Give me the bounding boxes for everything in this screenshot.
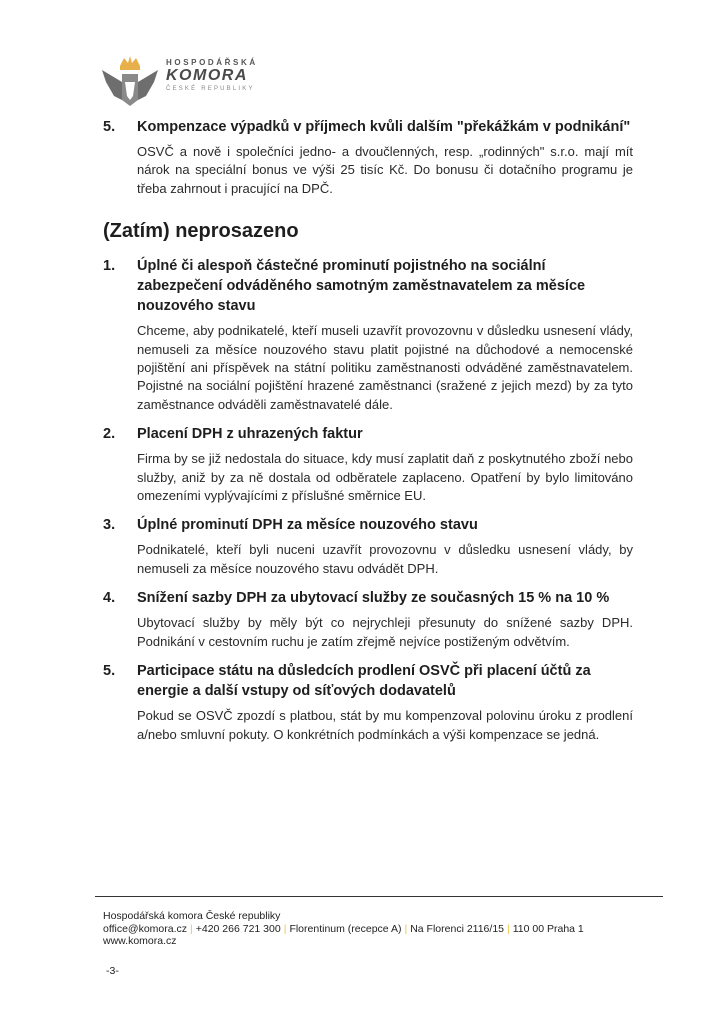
- item-heading: Úplné či alespoň částečné prominutí pojistného na sociální zabezpečení odváděného samotným zaměstnavatelem za měsíce nouzového stavu: [137, 258, 586, 315]
- list-item: [103, 117, 633, 198]
- list-item: [103, 661, 633, 744]
- document-content: [103, 117, 633, 744]
- section-title: (Zatím) neprosazeno: [103, 220, 299, 243]
- item-body: Firma by se již nedostala do situace, kdy musí zaplatit daň z poskytnutého zboží nebo služby, aniž by za ně dostala od odběratele zaplaceno. Opatření by bylo limitováno omezeními vyplývajícími z příslušné směrnice EU.: [137, 451, 633, 504]
- footer-contact-line: [103, 923, 584, 936]
- chamber-logo: [100, 52, 290, 110]
- footer-email-link[interactable]: office@komora.cz: [103, 922, 187, 935]
- item-number: 4.: [103, 590, 116, 607]
- logo-text-line3: ČESKÉ REPUBLIKY: [166, 86, 255, 92]
- item-heading: Úplné prominutí DPH za měsíce nouzového stavu: [137, 517, 478, 534]
- list-item: [103, 588, 633, 651]
- item-heading: Snížení sazby DPH za ubytovací služby ze současných 15 % na 10 %: [137, 590, 610, 607]
- item-body: Ubytovací služby by měly být co nejrychleji přesunuty do snížené sazby DPH. Podnikání v cestovním ruchu je zatím zřejmě nejvíce postiženým odvětvím.: [137, 615, 633, 649]
- list-item: [103, 515, 633, 578]
- page-number: -3-: [106, 965, 119, 977]
- item-body: Pokud se OSVČ zpozdí s platbou, stát by mu kompenzoval polovinu úroku z prodlení a/nebo smluvní pokuty. O konkrétních podmínkách a výši kompenzace se jedná.: [137, 708, 633, 742]
- list-item: [103, 256, 633, 414]
- footer-separator: |: [507, 922, 510, 935]
- item-number: 5.: [103, 119, 116, 135]
- logo-text-line1: HOSPODÁŘSKÁ: [166, 58, 258, 67]
- item-number: 2.: [103, 426, 116, 443]
- item-heading: Placení DPH z uhrazených faktur: [137, 426, 363, 443]
- footer-website-link[interactable]: www.komora.cz: [103, 935, 177, 947]
- footer-divider: [95, 896, 663, 897]
- footer-city: 110 00 Praha 1: [512, 922, 584, 935]
- footer-separator: |: [190, 922, 193, 935]
- item-body: Chceme, aby podnikatelé, kteří museli uzavřít provozovnu v důsledku usnesení vlády, nemuseli za měsíce nouzového stavu platit pojistné na důchodové a nemocenské pojištění ani příspěvek na státní politiku zaměstnanosti odváděné zaměstnavatelem. Pojistné na sociální pojištění hrazené zaměstnanci (sražené z jejich mezd) by za tyto zaměstnance odváděli zaměstnavatelé dále.: [137, 323, 633, 412]
- item-body: OSVČ a nově i společníci jedno- a dvoučlenných, resp. „rodinných" s.r.o. mají mít nárok na speciální bonus ve výši 25 tisíc Kč. Do bonusu či dotačního programu je třeba zahrnout i pracující na DPČ.: [137, 144, 633, 196]
- item-number: 3.: [103, 517, 116, 534]
- footer-separator: |: [404, 922, 408, 935]
- footer: [103, 910, 584, 948]
- footer-phone: +420 266 721 300: [195, 922, 281, 935]
- footer-organization: Hospodářská komora České republiky: [103, 910, 281, 922]
- footer-building: Florentinum (recepce A): [289, 922, 402, 935]
- logo-text-line2: KOMORA: [166, 67, 248, 84]
- item-heading: Participace státu na důsledcích prodlení OSVČ při placení účtů za energie a další vstupy od síťových dodavatelů: [137, 663, 591, 700]
- item-number: 1.: [103, 258, 116, 275]
- item-number: 5.: [103, 663, 116, 680]
- footer-street: Na Florenci 2116/15: [410, 922, 504, 935]
- chamber-emblem-icon: [100, 52, 160, 108]
- footer-separator: |: [283, 922, 287, 935]
- list-item: [103, 424, 633, 505]
- item-body: Podnikatelé, kteří byli nuceni uzavřít provozovnu v důsledku usnesení vlády, by nemuseli za měsíce nouzového stavu odvádět DPH.: [137, 542, 633, 576]
- item-heading: Kompenzace výpadků v příjmech kvůli dalším "překážkám v podnikání": [137, 119, 631, 135]
